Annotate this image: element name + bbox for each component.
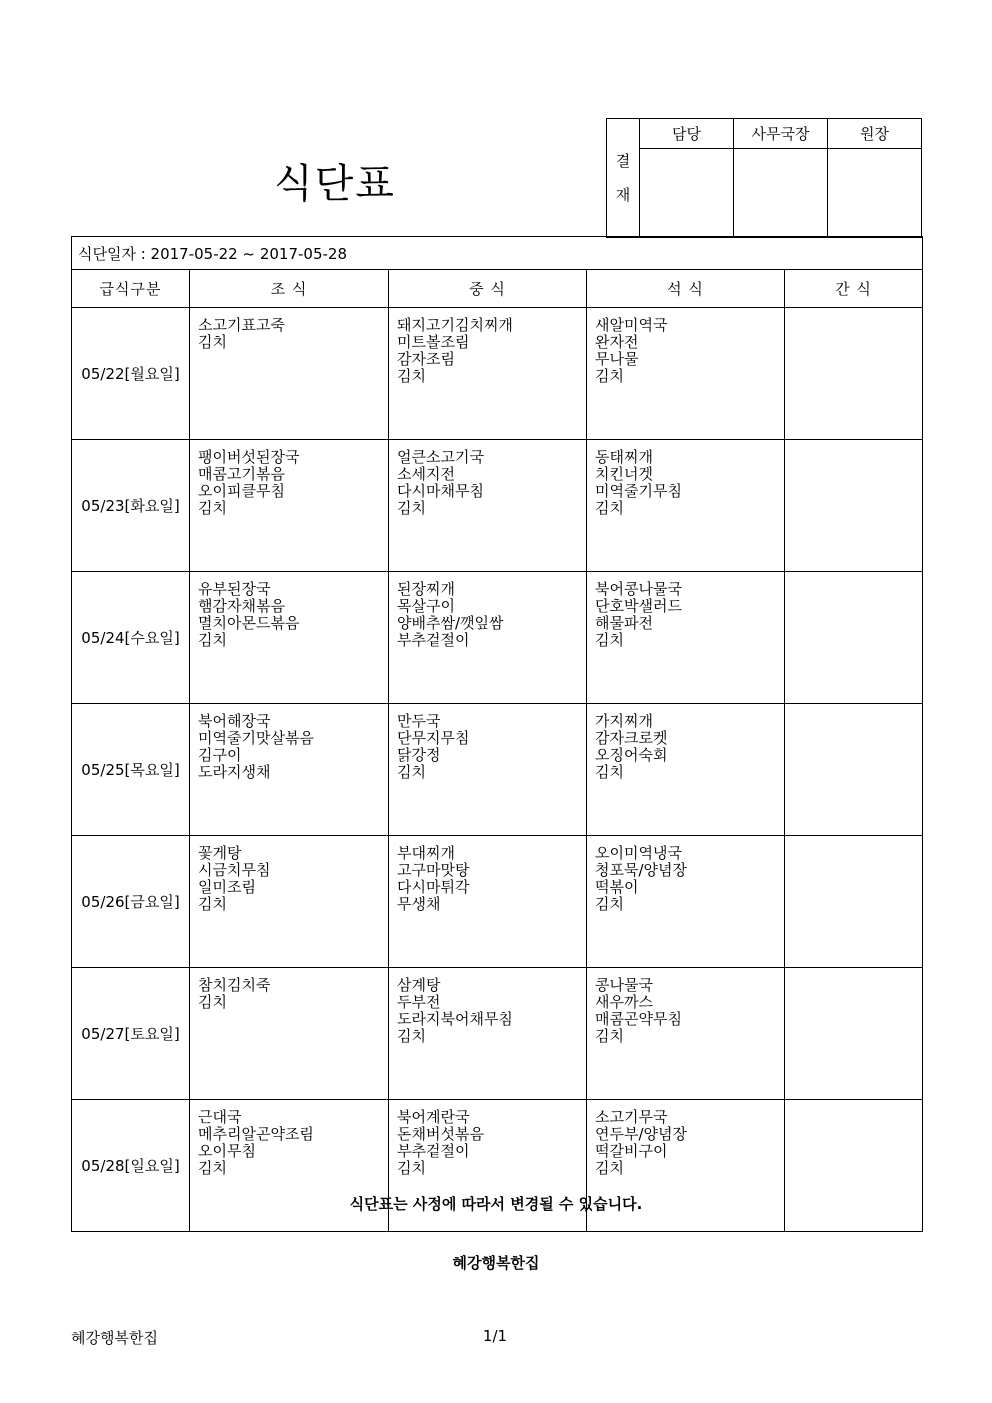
snack-cell xyxy=(785,968,923,1100)
approval-sign-manager xyxy=(640,149,734,238)
menu-item: 김치 xyxy=(198,631,227,649)
day-date: 05/23[화요일] xyxy=(72,440,190,572)
menu-item: 소고기표고죽 xyxy=(198,316,285,334)
menu-item: 가지찌개 xyxy=(595,712,653,730)
menu-item: 미트볼조림 xyxy=(397,333,470,351)
breakfast-cell xyxy=(190,968,389,1100)
footer-organization: 혜강행복한집 xyxy=(71,1329,158,1347)
menu-item: 삼계탕 xyxy=(397,976,441,994)
menu-day-row xyxy=(72,440,923,572)
menu-item: 미역줄기무침 xyxy=(595,482,682,500)
menu-item: 단무지무침 xyxy=(397,729,470,747)
menu-item: 떡볶이 xyxy=(595,878,639,896)
menu-item: 꽃게탕 xyxy=(198,844,242,862)
approval-box xyxy=(606,118,922,238)
menu-item: 김치 xyxy=(595,499,624,517)
menu-item: 떡갈비구이 xyxy=(595,1142,668,1160)
menu-item: 북어해장국 xyxy=(198,712,271,730)
menu-item: 도라지북어채무침 xyxy=(397,1010,513,1028)
menu-item: 김치 xyxy=(198,895,227,913)
menu-item: 고구마맛탕 xyxy=(397,861,470,879)
breakfast-cell xyxy=(190,704,389,836)
menu-day-row xyxy=(72,308,923,440)
menu-item: 부추겉절이 xyxy=(397,1142,470,1160)
menu-item: 다시마채무침 xyxy=(397,482,484,500)
menu-item: 햄감자채볶음 xyxy=(198,597,285,615)
snack-cell xyxy=(785,836,923,968)
menu-item: 김치 xyxy=(595,895,624,913)
breakfast-cell xyxy=(190,308,389,440)
snack-cell xyxy=(785,572,923,704)
approval-label xyxy=(607,119,640,238)
menu-item: 김치 xyxy=(198,1159,227,1177)
dinner-cell xyxy=(587,308,785,440)
menu-item: 미역줄기맛살볶음 xyxy=(198,729,314,747)
approval-sign-secretary xyxy=(734,149,828,238)
breakfast-cell xyxy=(190,572,389,704)
approval-col-secretary: 사무국장 xyxy=(734,119,828,149)
menu-item: 단호박샐러드 xyxy=(595,597,682,615)
lunch-cell xyxy=(389,440,587,572)
day-date: 05/26[금요일] xyxy=(72,836,190,968)
menu-item: 감자조림 xyxy=(397,350,455,368)
menu-item: 오징어숙회 xyxy=(595,746,668,764)
menu-item: 멸치아몬드볶음 xyxy=(198,614,300,632)
menu-item: 김치 xyxy=(198,333,227,351)
menu-item: 완자전 xyxy=(595,333,639,351)
menu-item: 김치 xyxy=(595,1027,624,1045)
menu-item: 김치 xyxy=(397,1159,426,1177)
menu-item: 팽이버섯된장국 xyxy=(198,448,300,466)
header-dinner: 석 식 xyxy=(587,270,785,308)
snack-cell xyxy=(785,704,923,836)
menu-item: 돈채버섯볶음 xyxy=(397,1125,484,1143)
menu-item: 김치 xyxy=(397,367,426,385)
day-date: 05/25[목요일] xyxy=(72,704,190,836)
approval-label-bottom: 재 xyxy=(615,186,631,204)
menu-item: 김치 xyxy=(397,499,426,517)
approval-sign-director xyxy=(828,149,922,238)
menu-item: 새알미역국 xyxy=(595,316,668,334)
menu-item: 오이미역냉국 xyxy=(595,844,682,862)
lunch-cell xyxy=(389,836,587,968)
menu-item: 양배추쌈/깻잎쌈 xyxy=(397,614,504,632)
approval-col-director: 원장 xyxy=(828,119,922,149)
menu-item: 도라지생채 xyxy=(198,763,271,781)
menu-item: 김치 xyxy=(397,1027,426,1045)
menu-item: 매콤곤약무침 xyxy=(595,1010,682,1028)
menu-item: 무생채 xyxy=(397,895,441,913)
menu-header-row xyxy=(72,270,923,308)
menu-item: 해물파전 xyxy=(595,614,653,632)
menu-period: 식단일자 : 2017-05-22 ~ 2017-05-28 xyxy=(72,237,923,270)
breakfast-cell xyxy=(190,836,389,968)
menu-item: 된장찌개 xyxy=(397,580,455,598)
header-category: 급식구분 xyxy=(72,270,190,308)
approval-label-top: 결 xyxy=(615,152,631,170)
menu-item: 김치 xyxy=(198,499,227,517)
lunch-cell xyxy=(389,308,587,440)
day-date: 05/27[토요일] xyxy=(72,968,190,1100)
menu-item: 김치 xyxy=(198,993,227,1011)
menu-item: 다시마튀각 xyxy=(397,878,470,896)
menu-day-row xyxy=(72,572,923,704)
menu-item: 김치 xyxy=(397,763,426,781)
menu-item: 김치 xyxy=(595,763,624,781)
menu-item: 연두부/양념장 xyxy=(595,1125,687,1143)
dinner-cell xyxy=(587,572,785,704)
breakfast-cell xyxy=(190,440,389,572)
snack-cell xyxy=(785,440,923,572)
menu-item: 얼큰소고기국 xyxy=(397,448,484,466)
header-lunch: 중 식 xyxy=(389,270,587,308)
day-date: 05/24[수요일] xyxy=(72,572,190,704)
menu-table xyxy=(71,236,923,1232)
menu-item: 오이피클무침 xyxy=(198,482,285,500)
lunch-cell xyxy=(389,704,587,836)
change-notice: 식단표는 사정에 따라서 변경될 수 있습니다. xyxy=(349,1195,643,1213)
lunch-cell xyxy=(389,968,587,1100)
menu-item: 만두국 xyxy=(397,712,441,730)
menu-item: 김치 xyxy=(595,631,624,649)
menu-item: 북어콩나물국 xyxy=(595,580,682,598)
menu-day-row xyxy=(72,836,923,968)
menu-item: 목살구이 xyxy=(397,597,455,615)
lunch-cell xyxy=(389,572,587,704)
page-title: 식단표 xyxy=(274,161,396,207)
header-snack: 간 식 xyxy=(785,270,923,308)
menu-day-row xyxy=(72,704,923,836)
menu-item: 일미조림 xyxy=(198,878,256,896)
menu-item: 매콤고기볶음 xyxy=(198,465,285,483)
menu-item: 치킨너겟 xyxy=(595,465,653,483)
menu-item: 부추겉절이 xyxy=(397,631,470,649)
menu-item: 김치 xyxy=(595,367,624,385)
dinner-cell xyxy=(587,704,785,836)
menu-item: 감자크로켓 xyxy=(595,729,668,747)
menu-item: 청포묵/양념장 xyxy=(595,861,687,879)
menu-item: 새우까스 xyxy=(595,993,653,1011)
menu-item: 참치김치죽 xyxy=(198,976,271,994)
menu-item: 북어계란국 xyxy=(397,1108,470,1126)
menu-item: 콩나물국 xyxy=(595,976,653,994)
menu-item: 두부전 xyxy=(397,993,441,1011)
menu-day-row xyxy=(72,968,923,1100)
menu-item: 무나물 xyxy=(595,350,639,368)
menu-item: 돼지고기김치찌개 xyxy=(397,316,513,334)
menu-item: 김치 xyxy=(595,1159,624,1177)
menu-item: 오이무침 xyxy=(198,1142,256,1160)
snack-cell xyxy=(785,308,923,440)
menu-item: 닭강정 xyxy=(397,746,441,764)
menu-item: 동태찌개 xyxy=(595,448,653,466)
menu-item: 소세지전 xyxy=(397,465,455,483)
header-breakfast: 조 식 xyxy=(190,270,389,308)
menu-item: 김구이 xyxy=(198,746,242,764)
dinner-cell xyxy=(587,968,785,1100)
organization-name: 혜강행복한집 xyxy=(452,1254,540,1272)
menu-item: 시금치무침 xyxy=(198,861,271,879)
dinner-cell xyxy=(587,836,785,968)
menu-item: 유부된장국 xyxy=(198,580,271,598)
day-date: 05/22[월요일] xyxy=(72,308,190,440)
menu-item: 메추리알곤약조림 xyxy=(198,1125,314,1143)
footer-page-number: 1/1 xyxy=(482,1327,508,1345)
menu-item: 근대국 xyxy=(198,1108,242,1126)
day-date: 05/28[일요일] xyxy=(72,1100,190,1232)
approval-col-manager: 담당 xyxy=(640,119,734,149)
menu-item: 부대찌개 xyxy=(397,844,455,862)
menu-item: 소고기무국 xyxy=(595,1108,668,1126)
dinner-cell xyxy=(587,440,785,572)
